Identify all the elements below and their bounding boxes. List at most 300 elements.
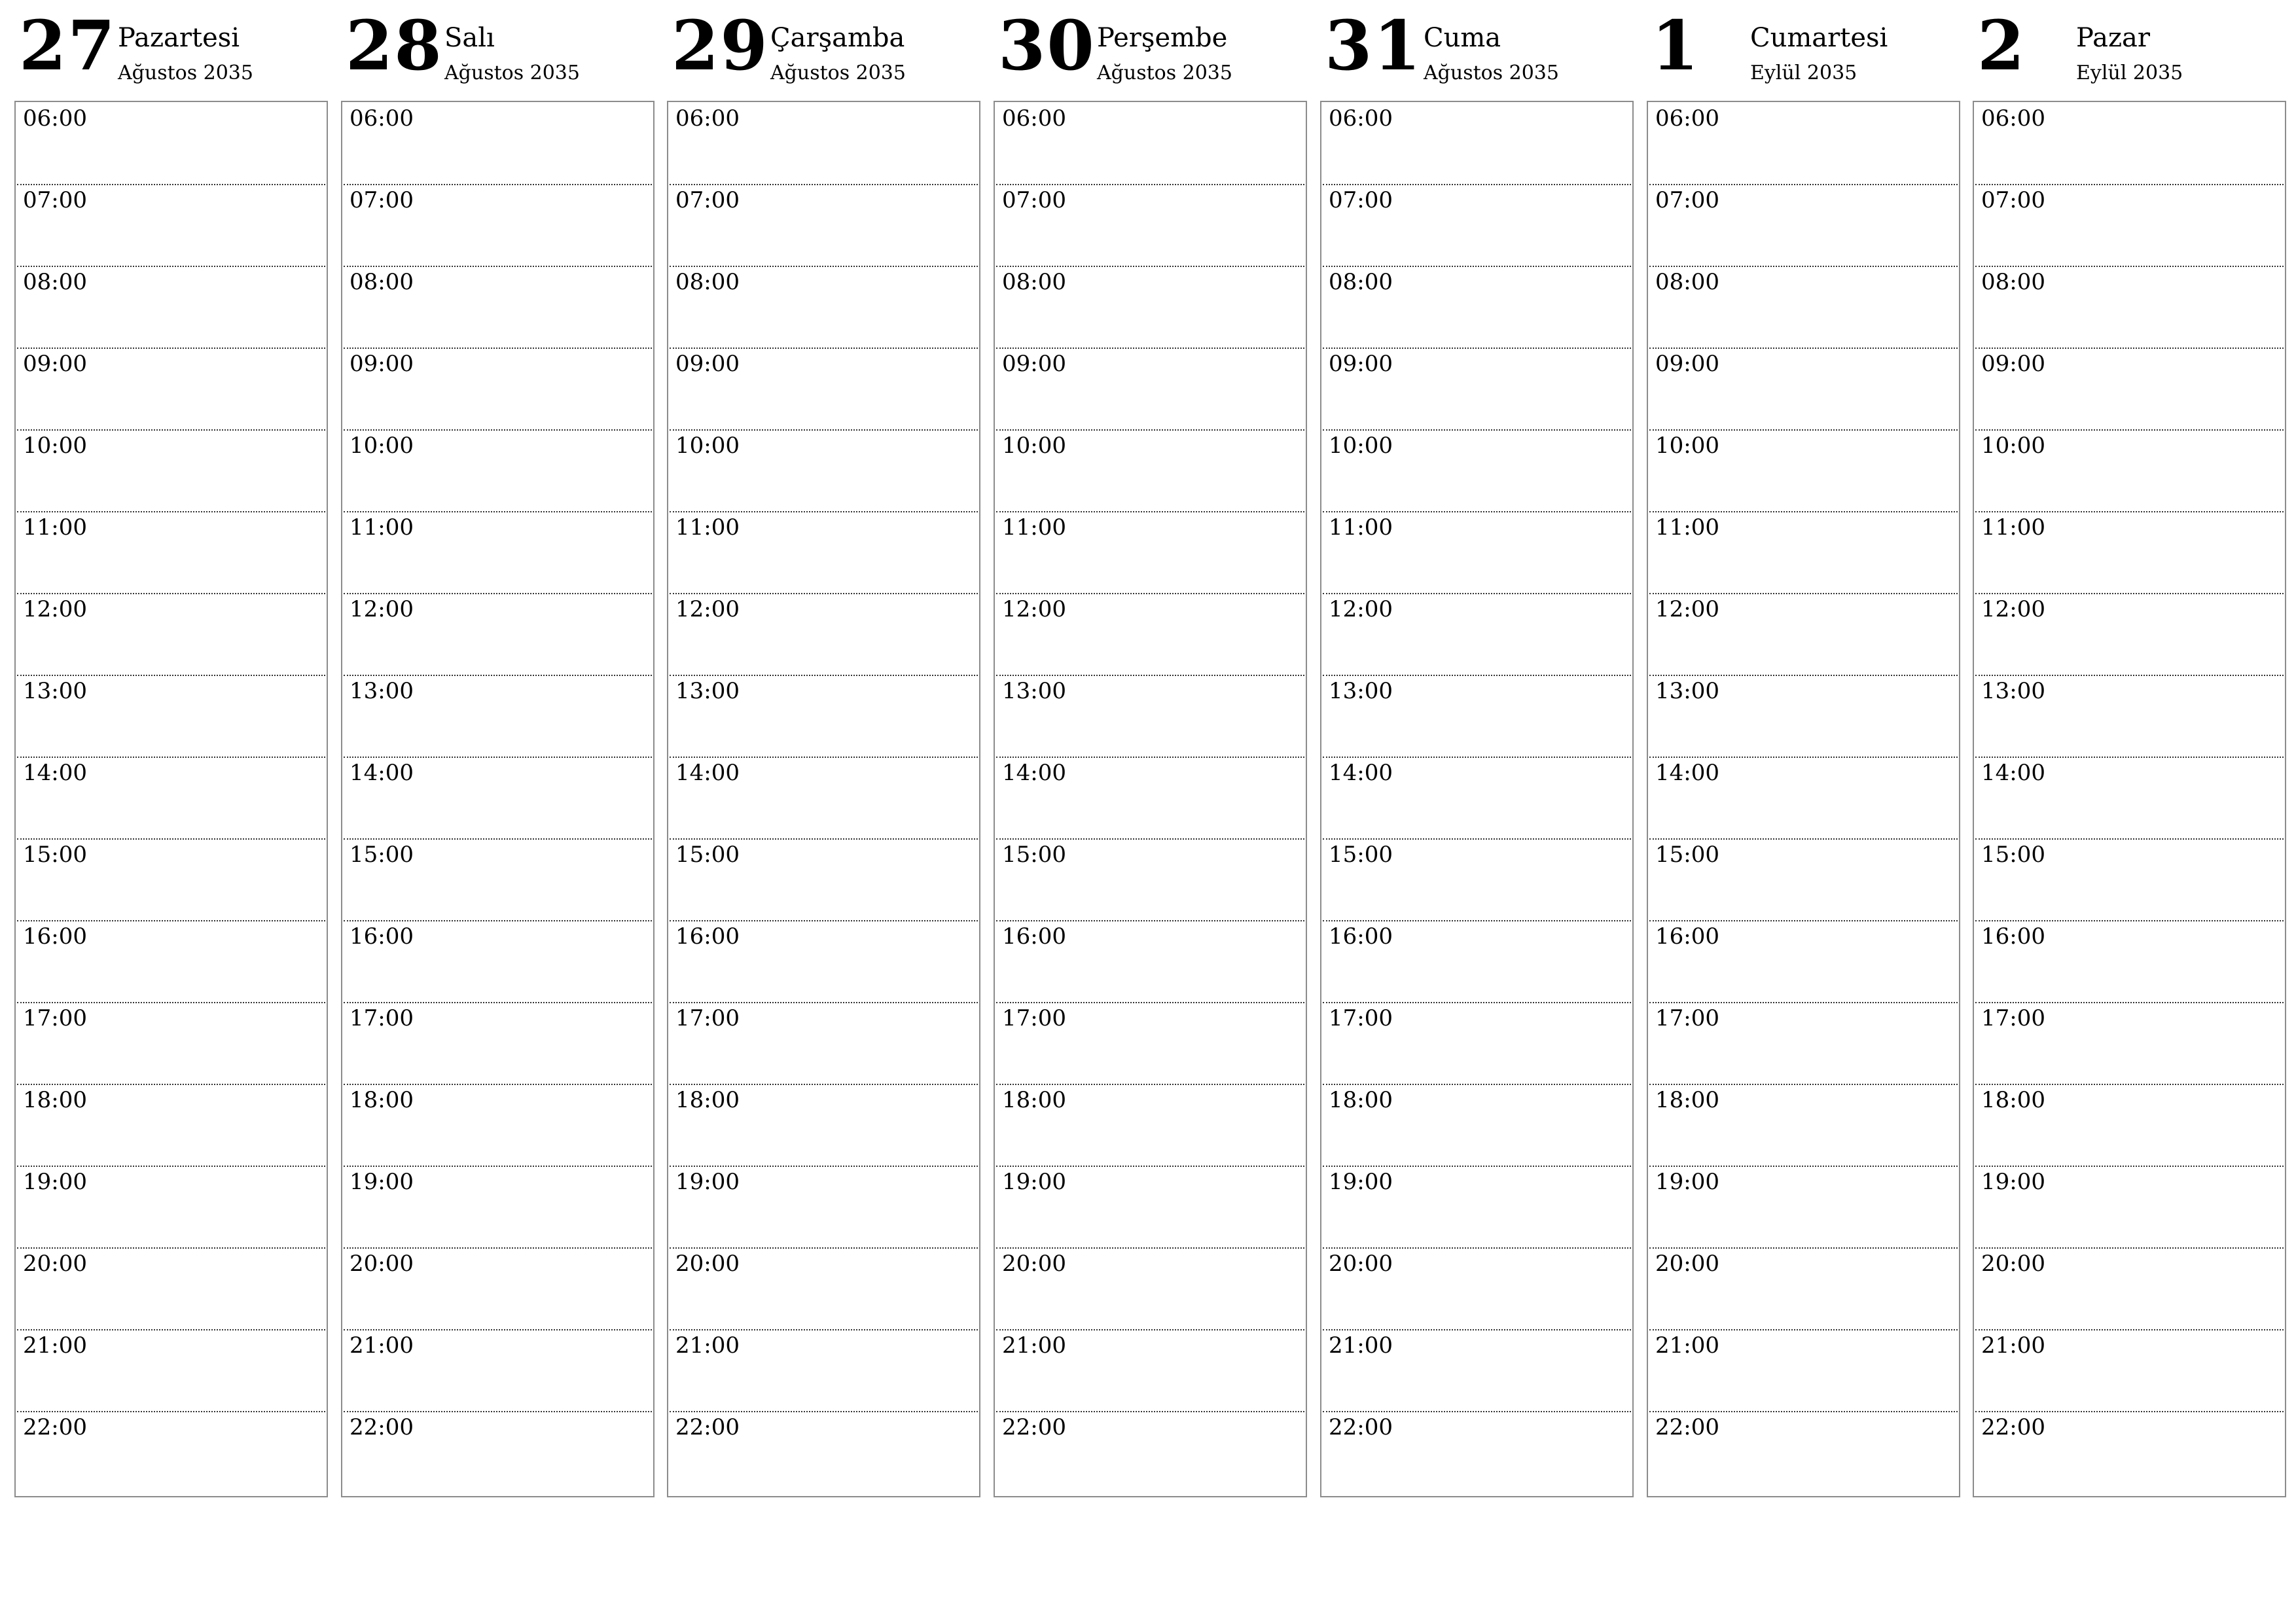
- hour-slot[interactable]: [1974, 429, 2285, 511]
- hour-label: 11:00: [1655, 514, 1719, 541]
- hour-slot[interactable]: [995, 1329, 1306, 1411]
- hour-label: 12:00: [23, 596, 87, 622]
- hour-slot[interactable]: [1321, 1329, 1632, 1411]
- hour-slot[interactable]: [1321, 1411, 1632, 1493]
- hour-label: 08:00: [350, 269, 414, 295]
- hour-slot[interactable]: [16, 838, 327, 920]
- day-header: [667, 0, 980, 99]
- hour-label: 20:00: [1002, 1251, 1066, 1277]
- hour-slot[interactable]: [1648, 1247, 1959, 1329]
- hour-divider: [996, 593, 1304, 594]
- day-schedule-box[interactable]: [1647, 101, 1960, 1497]
- hour-label: 18:00: [350, 1087, 414, 1113]
- hour-label: 17:00: [1981, 1005, 2045, 1031]
- hour-label: 08:00: [675, 269, 740, 295]
- hour-label: 14:00: [1655, 760, 1719, 786]
- hour-divider: [1975, 429, 2284, 431]
- hour-label: 16:00: [1655, 923, 1719, 950]
- day-number: 27: [19, 5, 117, 86]
- hour-label: 12:00: [1655, 596, 1719, 622]
- hour-slot[interactable]: [1321, 1002, 1632, 1084]
- hour-slot[interactable]: [668, 1411, 979, 1493]
- hour-label: 06:00: [1981, 105, 2045, 132]
- hour-label: 18:00: [1981, 1087, 2045, 1113]
- hour-slot[interactable]: [1321, 675, 1632, 757]
- hour-divider: [1649, 184, 1958, 185]
- hour-slot[interactable]: [995, 511, 1306, 593]
- hour-divider: [17, 1084, 325, 1085]
- hour-label: 17:00: [23, 1005, 87, 1031]
- hour-slot[interactable]: [342, 102, 653, 184]
- hour-label: 07:00: [1981, 187, 2045, 213]
- hour-label: 16:00: [1981, 923, 2045, 950]
- hour-slot[interactable]: [668, 511, 979, 593]
- hour-label: 17:00: [675, 1005, 740, 1031]
- hour-slot[interactable]: [995, 266, 1306, 348]
- hour-label: 08:00: [1329, 269, 1393, 295]
- hour-label: 10:00: [350, 433, 414, 459]
- hour-divider: [17, 266, 325, 267]
- hour-slot[interactable]: [16, 511, 327, 593]
- hour-label: 09:00: [23, 351, 87, 377]
- hour-divider: [670, 1247, 978, 1249]
- hour-label: 07:00: [1329, 187, 1393, 213]
- hour-divider: [344, 1411, 652, 1412]
- hour-slot[interactable]: [995, 838, 1306, 920]
- hour-slot[interactable]: [342, 348, 653, 429]
- hour-slot[interactable]: [16, 593, 327, 675]
- hour-slot[interactable]: [16, 184, 327, 266]
- hour-divider: [670, 429, 978, 431]
- hour-label: 09:00: [1002, 351, 1066, 377]
- hour-label: 16:00: [350, 923, 414, 950]
- hour-label: 19:00: [675, 1169, 740, 1195]
- hour-divider: [670, 757, 978, 758]
- hour-slot[interactable]: [16, 266, 327, 348]
- hour-label: 20:00: [1655, 1251, 1719, 1277]
- day-schedule-box[interactable]: [1973, 101, 2286, 1497]
- day-number: 2: [1977, 5, 2026, 86]
- hour-slot[interactable]: [668, 757, 979, 838]
- hour-slot[interactable]: [1648, 511, 1959, 593]
- hour-divider: [1975, 1329, 2284, 1330]
- day-column: [341, 0, 655, 1440]
- hour-slot[interactable]: [1321, 429, 1632, 511]
- hour-label: 11:00: [350, 514, 414, 541]
- hour-label: 20:00: [1981, 1251, 2045, 1277]
- hour-slot[interactable]: [1648, 1411, 1959, 1493]
- hour-divider: [1323, 266, 1631, 267]
- hour-label: 11:00: [1981, 514, 2045, 541]
- hour-divider: [1323, 1084, 1631, 1085]
- weekday-name: Pazar: [2076, 23, 2151, 53]
- hour-divider: [996, 675, 1304, 676]
- month-year: Eylül 2035: [2076, 62, 2183, 84]
- hour-slot[interactable]: [1974, 1411, 2285, 1493]
- hour-label: 17:00: [1655, 1005, 1719, 1031]
- hour-slot[interactable]: [16, 1084, 327, 1166]
- hour-divider: [17, 1166, 325, 1167]
- hour-divider: [1649, 511, 1958, 512]
- day-column: [667, 0, 980, 1440]
- hour-divider: [1649, 1247, 1958, 1249]
- hour-divider: [1975, 184, 2284, 185]
- hour-slot[interactable]: [16, 1002, 327, 1084]
- hour-slot[interactable]: [668, 266, 979, 348]
- hour-slot[interactable]: [1974, 266, 2285, 348]
- hour-label: 13:00: [1655, 678, 1719, 704]
- hour-divider: [996, 838, 1304, 840]
- hour-slot[interactable]: [995, 675, 1306, 757]
- hour-slot[interactable]: [1974, 920, 2285, 1002]
- hour-slot[interactable]: [1321, 348, 1632, 429]
- day-header: [1647, 0, 1960, 99]
- hour-label: 21:00: [1329, 1332, 1393, 1359]
- hour-slot[interactable]: [16, 102, 327, 184]
- hour-divider: [17, 1329, 325, 1330]
- hour-slot[interactable]: [1648, 102, 1959, 184]
- day-schedule-box[interactable]: [994, 101, 1307, 1497]
- hour-label: 06:00: [1329, 105, 1393, 132]
- hour-label: 17:00: [1002, 1005, 1066, 1031]
- hour-slot[interactable]: [995, 184, 1306, 266]
- hour-label: 18:00: [1329, 1087, 1393, 1113]
- hour-divider: [1975, 1247, 2284, 1249]
- hour-slot[interactable]: [1974, 102, 2285, 184]
- hour-divider: [996, 1084, 1304, 1085]
- hour-slot[interactable]: [1321, 184, 1632, 266]
- month-year: Ağustos 2035: [770, 62, 906, 84]
- month-year: Ağustos 2035: [444, 62, 580, 84]
- hour-slot[interactable]: [995, 1166, 1306, 1247]
- hour-divider: [344, 675, 652, 676]
- hour-divider: [17, 184, 325, 185]
- hour-slot[interactable]: [342, 675, 653, 757]
- hour-label: 09:00: [1655, 351, 1719, 377]
- hour-label: 21:00: [675, 1332, 740, 1359]
- hour-label: 22:00: [1002, 1414, 1066, 1440]
- hour-slot[interactable]: [342, 1329, 653, 1411]
- day-column: [14, 0, 328, 1440]
- day-schedule-box[interactable]: [341, 101, 655, 1497]
- hour-divider: [1323, 920, 1631, 921]
- hour-label: 18:00: [1002, 1087, 1066, 1113]
- hour-slot[interactable]: [16, 348, 327, 429]
- hour-label: 20:00: [23, 1251, 87, 1277]
- hour-label: 11:00: [23, 514, 87, 541]
- hour-slot[interactable]: [995, 348, 1306, 429]
- hour-slot[interactable]: [1648, 1329, 1959, 1411]
- day-schedule-box[interactable]: [14, 101, 328, 1497]
- hour-label: 12:00: [350, 596, 414, 622]
- hour-divider: [1323, 675, 1631, 676]
- hour-slot[interactable]: [1974, 1166, 2285, 1247]
- hour-slot[interactable]: [1974, 593, 2285, 675]
- hour-label: 06:00: [23, 105, 87, 132]
- day-column: [1320, 0, 1634, 1440]
- day-schedule-box[interactable]: [1320, 101, 1634, 1497]
- hour-label: 12:00: [675, 596, 740, 622]
- hour-slot[interactable]: [342, 593, 653, 675]
- hour-slot[interactable]: [995, 1247, 1306, 1329]
- hour-divider: [1649, 757, 1958, 758]
- hour-label: 07:00: [23, 187, 87, 213]
- hour-slot[interactable]: [1648, 266, 1959, 348]
- hour-label: 22:00: [1329, 1414, 1393, 1440]
- hour-divider: [670, 266, 978, 267]
- hour-label: 19:00: [350, 1169, 414, 1195]
- hour-slot[interactable]: [342, 838, 653, 920]
- hour-slot[interactable]: [1321, 920, 1632, 1002]
- hour-label: 22:00: [350, 1414, 414, 1440]
- hour-divider: [996, 920, 1304, 921]
- hour-label: 18:00: [23, 1087, 87, 1113]
- hour-label: 14:00: [1329, 760, 1393, 786]
- hour-slot[interactable]: [995, 1084, 1306, 1166]
- hour-label: 21:00: [350, 1332, 414, 1359]
- hour-divider: [670, 184, 978, 185]
- hour-slot[interactable]: [342, 1411, 653, 1493]
- hour-divider: [1649, 1084, 1958, 1085]
- hour-slot[interactable]: [1974, 1329, 2285, 1411]
- hour-divider: [1323, 1247, 1631, 1249]
- hour-divider: [670, 675, 978, 676]
- hour-label: 19:00: [23, 1169, 87, 1195]
- hour-slot[interactable]: [1648, 348, 1959, 429]
- hour-label: 07:00: [1655, 187, 1719, 213]
- hour-divider: [344, 920, 652, 921]
- hour-label: 22:00: [1655, 1414, 1719, 1440]
- hour-slot[interactable]: [668, 1166, 979, 1247]
- hour-divider: [1649, 266, 1958, 267]
- hour-slot[interactable]: [668, 838, 979, 920]
- hour-label: 20:00: [675, 1251, 740, 1277]
- hour-slot[interactable]: [16, 1329, 327, 1411]
- hour-label: 17:00: [1329, 1005, 1393, 1031]
- hour-label: 09:00: [1981, 351, 2045, 377]
- hour-divider: [1323, 1329, 1631, 1330]
- hour-slot[interactable]: [1974, 675, 2285, 757]
- hour-divider: [670, 1166, 978, 1167]
- hour-label: 10:00: [1329, 433, 1393, 459]
- hour-label: 21:00: [1655, 1332, 1719, 1359]
- hour-label: 18:00: [675, 1087, 740, 1113]
- hour-slot[interactable]: [1648, 593, 1959, 675]
- hour-slot[interactable]: [668, 184, 979, 266]
- hour-divider: [996, 1002, 1304, 1003]
- hour-label: 21:00: [23, 1332, 87, 1359]
- hour-slot[interactable]: [995, 1411, 1306, 1493]
- day-header: [341, 0, 655, 99]
- hour-label: 19:00: [1329, 1169, 1393, 1195]
- day-header: [1320, 0, 1634, 99]
- hour-divider: [1323, 511, 1631, 512]
- hour-slot[interactable]: [1648, 1084, 1959, 1166]
- hour-label: 08:00: [1002, 269, 1066, 295]
- hour-slot[interactable]: [342, 1166, 653, 1247]
- hour-divider: [344, 593, 652, 594]
- hour-slot[interactable]: [995, 102, 1306, 184]
- hour-divider: [1323, 1002, 1631, 1003]
- hour-divider: [1975, 1002, 2284, 1003]
- hour-divider: [1975, 1411, 2284, 1412]
- hour-divider: [1975, 675, 2284, 676]
- day-header: [1973, 0, 2286, 99]
- hour-slot[interactable]: [1648, 1166, 1959, 1247]
- hour-slot[interactable]: [668, 1002, 979, 1084]
- hour-slot[interactable]: [1974, 838, 2285, 920]
- hour-label: 22:00: [23, 1414, 87, 1440]
- hour-divider: [344, 184, 652, 185]
- hour-slot[interactable]: [1321, 511, 1632, 593]
- hour-label: 07:00: [1002, 187, 1066, 213]
- hour-slot[interactable]: [668, 920, 979, 1002]
- hour-divider: [344, 838, 652, 840]
- hour-divider: [344, 348, 652, 349]
- hour-slot[interactable]: [16, 1166, 327, 1247]
- hour-slot[interactable]: [1321, 102, 1632, 184]
- hour-slot[interactable]: [342, 1247, 653, 1329]
- hour-slot[interactable]: [16, 1247, 327, 1329]
- hour-divider: [344, 266, 652, 267]
- hour-divider: [344, 1329, 652, 1330]
- hour-slot[interactable]: [995, 920, 1306, 1002]
- weekday-name: Cuma: [1424, 23, 1501, 53]
- hour-slot[interactable]: [668, 429, 979, 511]
- hour-divider: [1649, 838, 1958, 840]
- hour-label: 07:00: [350, 187, 414, 213]
- hour-slot[interactable]: [668, 593, 979, 675]
- hour-slot[interactable]: [1321, 266, 1632, 348]
- hour-slot[interactable]: [668, 1247, 979, 1329]
- hour-label: 10:00: [1655, 433, 1719, 459]
- hour-slot[interactable]: [342, 511, 653, 593]
- hour-slot[interactable]: [668, 1329, 979, 1411]
- hour-divider: [1323, 757, 1631, 758]
- hour-slot[interactable]: [995, 1002, 1306, 1084]
- weekday-name: Salı: [444, 23, 495, 53]
- hour-label: 14:00: [1981, 760, 2045, 786]
- hour-slot[interactable]: [1648, 838, 1959, 920]
- day-column: [1647, 0, 1960, 1440]
- hour-slot[interactable]: [16, 675, 327, 757]
- weekday-name: Cumartesi: [1750, 23, 1888, 53]
- day-number: 30: [998, 5, 1096, 86]
- hour-label: 09:00: [1329, 351, 1393, 377]
- hour-slot[interactable]: [16, 757, 327, 838]
- hour-slot[interactable]: [16, 1411, 327, 1493]
- hour-divider: [1323, 1411, 1631, 1412]
- hour-slot[interactable]: [342, 429, 653, 511]
- hour-slot[interactable]: [995, 593, 1306, 675]
- day-column: [1973, 0, 2286, 1440]
- hour-slot[interactable]: [1321, 593, 1632, 675]
- hour-divider: [1649, 1002, 1958, 1003]
- hour-slot[interactable]: [342, 266, 653, 348]
- hour-label: 20:00: [350, 1251, 414, 1277]
- hour-slot[interactable]: [1974, 511, 2285, 593]
- hour-slot[interactable]: [1321, 757, 1632, 838]
- hour-label: 15:00: [1329, 842, 1393, 868]
- hour-slot[interactable]: [1321, 1247, 1632, 1329]
- hour-label: 16:00: [23, 923, 87, 950]
- hour-divider: [1649, 675, 1958, 676]
- hour-slot[interactable]: [668, 1084, 979, 1166]
- hour-divider: [344, 1247, 652, 1249]
- hour-divider: [670, 593, 978, 594]
- hour-label: 10:00: [1981, 433, 2045, 459]
- hour-divider: [996, 1329, 1304, 1330]
- hour-slot[interactable]: [1648, 675, 1959, 757]
- hour-divider: [1649, 593, 1958, 594]
- hour-slot[interactable]: [1974, 1247, 2285, 1329]
- hour-divider: [1323, 348, 1631, 349]
- hour-slot[interactable]: [1974, 1084, 2285, 1166]
- hour-slot[interactable]: [1648, 184, 1959, 266]
- hour-slot[interactable]: [1974, 757, 2285, 838]
- hour-slot[interactable]: [1648, 429, 1959, 511]
- hour-divider: [1975, 838, 2284, 840]
- hour-divider: [17, 348, 325, 349]
- hour-divider: [996, 511, 1304, 512]
- hour-divider: [996, 1411, 1304, 1412]
- hour-slot[interactable]: [668, 348, 979, 429]
- hour-slot[interactable]: [1321, 1084, 1632, 1166]
- hour-divider: [996, 184, 1304, 185]
- month-year: Eylül 2035: [1750, 62, 1857, 84]
- hour-label: 15:00: [23, 842, 87, 868]
- hour-slot[interactable]: [342, 184, 653, 266]
- hour-label: 22:00: [1981, 1414, 2045, 1440]
- hour-slot[interactable]: [16, 920, 327, 1002]
- hour-slot[interactable]: [668, 675, 979, 757]
- hour-slot[interactable]: [995, 429, 1306, 511]
- hour-slot[interactable]: [995, 757, 1306, 838]
- hour-label: 13:00: [675, 678, 740, 704]
- hour-divider: [1323, 838, 1631, 840]
- hour-divider: [996, 429, 1304, 431]
- day-number: 29: [672, 5, 769, 86]
- hour-slot[interactable]: [1321, 838, 1632, 920]
- hour-slot[interactable]: [1321, 1166, 1632, 1247]
- hour-slot[interactable]: [1974, 184, 2285, 266]
- hour-label: 06:00: [350, 105, 414, 132]
- hour-slot[interactable]: [342, 757, 653, 838]
- hour-slot[interactable]: [16, 429, 327, 511]
- day-schedule-box[interactable]: [667, 101, 980, 1497]
- hour-slot[interactable]: [342, 920, 653, 1002]
- hour-divider: [670, 511, 978, 512]
- hour-label: 12:00: [1002, 596, 1066, 622]
- weekday-name: Perşembe: [1097, 23, 1228, 53]
- hour-slot[interactable]: [1974, 1002, 2285, 1084]
- hour-label: 06:00: [1002, 105, 1066, 132]
- hour-slot[interactable]: [1648, 1002, 1959, 1084]
- hour-label: 06:00: [675, 105, 740, 132]
- day-number: 28: [346, 5, 443, 86]
- hour-slot[interactable]: [1648, 757, 1959, 838]
- hour-divider: [1975, 757, 2284, 758]
- hour-label: 21:00: [1981, 1332, 2045, 1359]
- hour-slot[interactable]: [1974, 348, 2285, 429]
- hour-slot[interactable]: [1648, 920, 1959, 1002]
- hour-slot[interactable]: [342, 1002, 653, 1084]
- hour-label: 15:00: [1981, 842, 2045, 868]
- hour-slot[interactable]: [342, 1084, 653, 1166]
- day-header: [14, 0, 328, 99]
- hour-slot[interactable]: [668, 102, 979, 184]
- month-year: Ağustos 2035: [118, 62, 253, 84]
